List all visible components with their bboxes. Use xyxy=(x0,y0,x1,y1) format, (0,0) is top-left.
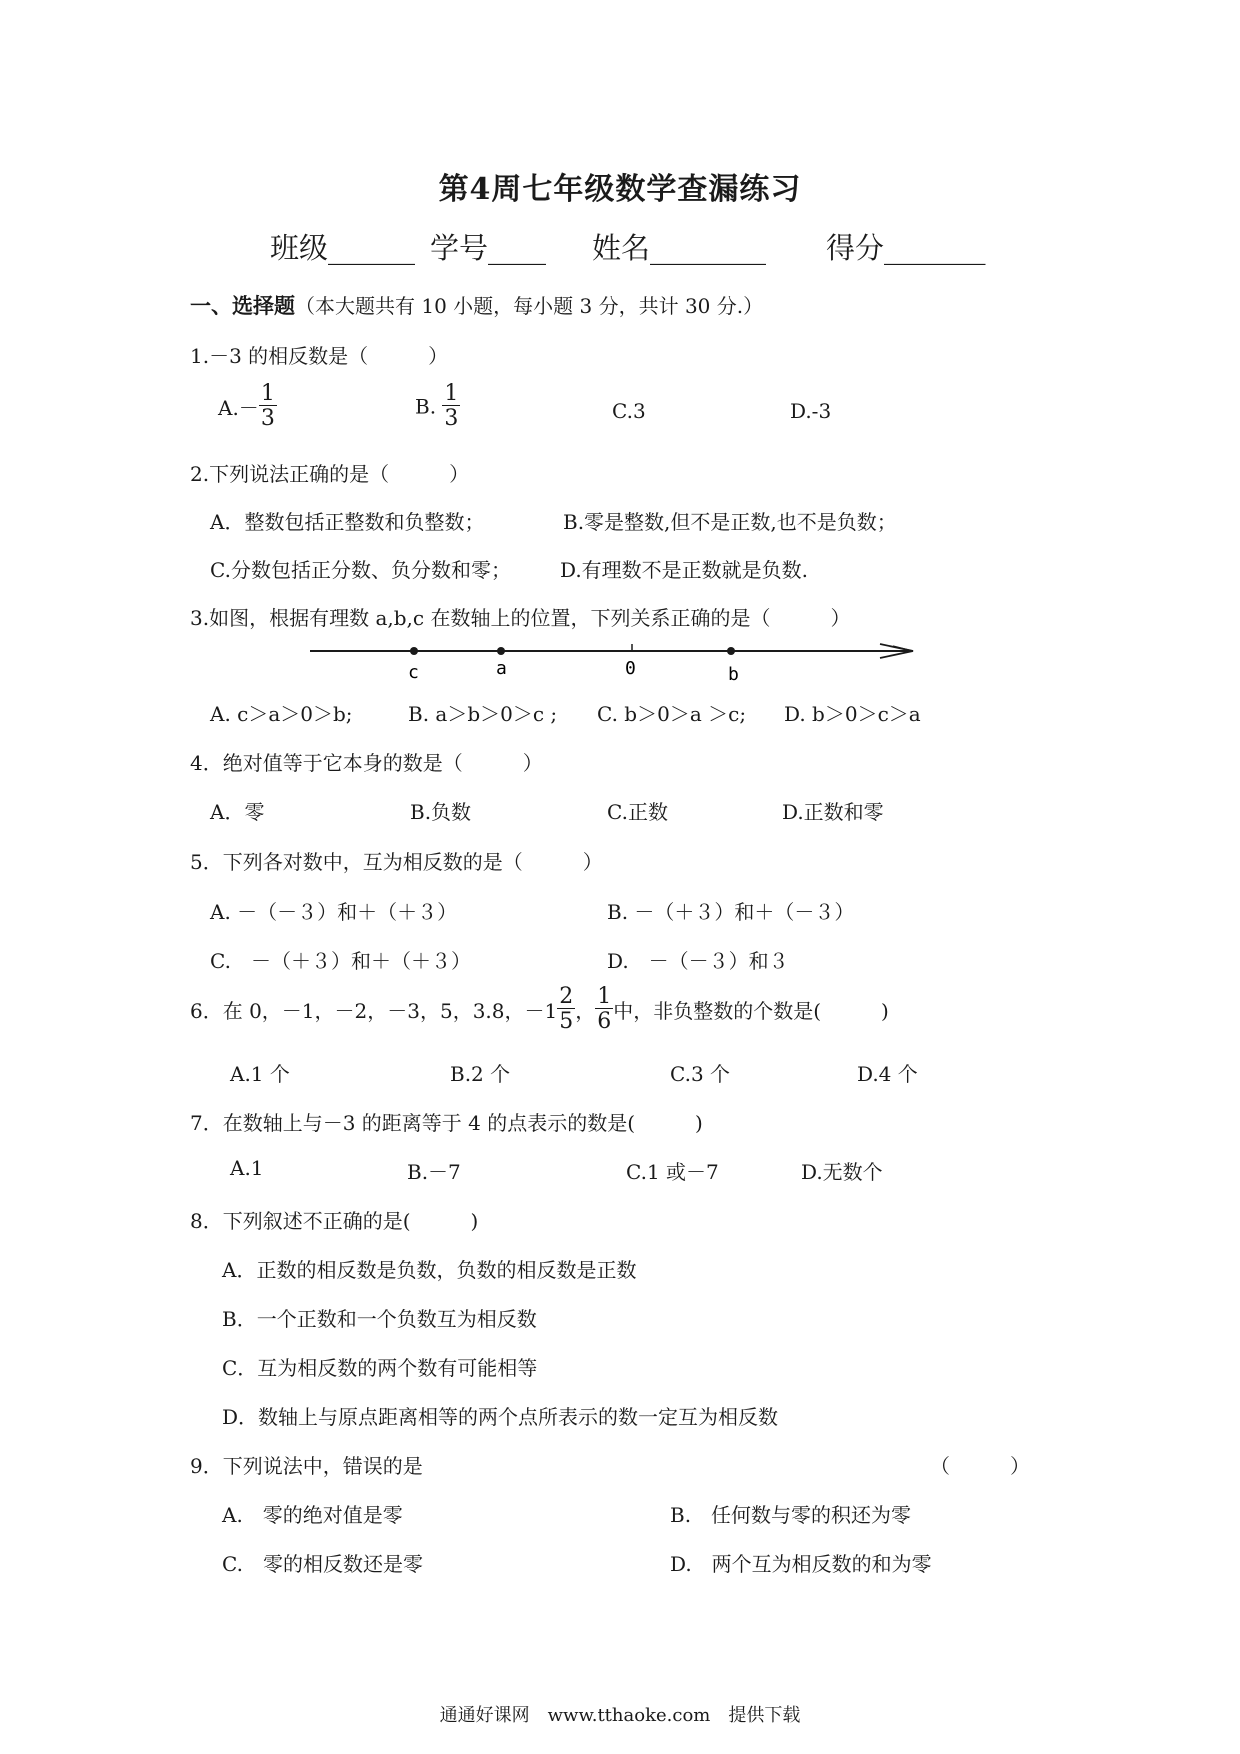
question-1-option-a xyxy=(218,383,277,430)
question-9-option-b: B. 任何数与零的积还为零 xyxy=(670,1503,912,1527)
question-5-option-c: C. －（＋３）和＋（＋３） xyxy=(210,949,471,973)
q6-f2-numerator: 1 xyxy=(597,984,612,1009)
question-4-option-d: D.正数和零 xyxy=(782,800,884,824)
question-5-option-a: A. －（－３）和＋（＋３） xyxy=(210,900,458,924)
question-2-option-c: C.分数包括正分数、负分数和零； xyxy=(210,558,511,582)
class-field: 班级______ xyxy=(270,231,416,265)
question-1-stem: 1.－3 的相反数是（ ） xyxy=(190,344,449,368)
question-9-option-a: A. 零的绝对值是零 xyxy=(222,1503,403,1527)
q6-fraction-two-fifths xyxy=(557,986,575,1033)
question-2-option-a: A．整数包括正整数和负整数； xyxy=(210,510,485,534)
q1-option-a-prefix: A.－ xyxy=(218,396,259,420)
question-7-option-d: D.无数个 xyxy=(801,1160,883,1184)
student-number-field: 学号____ xyxy=(430,231,547,265)
question-6-option-a: A.1 个 xyxy=(230,1062,290,1086)
page-footer: 通通好课网 www.tthaoke.com 提供下载 xyxy=(439,1705,801,1726)
question-1-option-c: C.3 xyxy=(612,399,646,423)
q1-a-denominator: 3 xyxy=(260,406,275,431)
question-4-stem: 4．绝对值等于它本身的数是（ ） xyxy=(190,751,543,775)
q6-separator: ， xyxy=(575,999,596,1023)
question-6-option-d: D.4 个 xyxy=(857,1062,918,1086)
question-4-option-b: B.负数 xyxy=(410,800,472,824)
question-9-option-c: C. 零的相反数还是零 xyxy=(222,1552,423,1576)
question-8-option-c: C．互为相反数的两个数有可能相等 xyxy=(222,1356,538,1380)
question-2-option-d: D.有理数不是正数就是负数. xyxy=(560,558,809,582)
question-6-stem xyxy=(190,986,889,1033)
question-9-stem: 9．下列说法中，错误的是 xyxy=(190,1454,423,1478)
question-7-option-b: B.－7 xyxy=(407,1160,461,1184)
page-title: 第4周七年级数学查漏练习 xyxy=(438,172,802,207)
question-1-option-d: D.-3 xyxy=(790,399,832,423)
question-8-option-b: B．一个正数和一个负数互为相反数 xyxy=(222,1307,537,1331)
question-2-option-b: B.零是整数,但不是正数,也不是负数； xyxy=(563,510,897,534)
question-8-option-d: D．数轴上与原点距离相等的两个点所表示的数一定互为相反数 xyxy=(222,1405,779,1429)
q1-option-b-fraction xyxy=(442,383,460,430)
question-8-option-a: A．正数的相反数是负数，负数的相反数是正数 xyxy=(222,1258,637,1282)
q6-f2-denominator: 6 xyxy=(597,1009,612,1034)
question-3-option-a: A. c＞a＞0＞b; xyxy=(210,702,353,726)
question-9-option-d: D. 两个互为相反数的和为零 xyxy=(670,1552,932,1576)
question-2-stem: 2.下列说法正确的是（ ） xyxy=(190,462,470,486)
score-field: 得分_______ xyxy=(826,231,986,265)
q6-stem-end: 中，非负整数的个数是( ) xyxy=(613,999,889,1023)
question-7-stem: 7．在数轴上与－3 的距离等于 4 的点表示的数是( ) xyxy=(190,1111,703,1135)
question-3-option-c: C. b＞0＞a ＞c; xyxy=(597,702,747,726)
q1-b-denominator: 3 xyxy=(444,406,459,431)
question-4-option-c: C.正数 xyxy=(607,800,668,824)
point-a xyxy=(497,647,505,655)
q1-a-numerator: 1 xyxy=(260,381,275,406)
question-8-stem: 8．下列叙述不正确的是( ) xyxy=(190,1209,479,1233)
question-6-option-b: B.2 个 xyxy=(450,1062,511,1086)
label-a: a xyxy=(496,658,507,679)
section-heading xyxy=(190,290,763,320)
q1-b-numerator: 1 xyxy=(444,381,459,406)
question-4-option-a: A．零 xyxy=(210,800,265,824)
question-7-option-a: A.1 xyxy=(230,1156,264,1180)
question-7-option-c: C.1 或－7 xyxy=(626,1160,719,1184)
label-b: b xyxy=(728,664,739,685)
point-b xyxy=(727,647,735,655)
question-3-option-b: B. a＞b＞0＞c ; xyxy=(408,702,558,726)
question-5-stem: 5．下列各对数中，互为相反数的是（ ） xyxy=(190,850,603,874)
question-6-option-c: C.3 个 xyxy=(670,1062,731,1086)
section-title: 一、选择题 xyxy=(190,293,295,318)
q6-fraction-one-sixth xyxy=(595,986,613,1033)
question-5-option-b: B. －（＋３）和＋（－３） xyxy=(607,900,855,924)
q1-option-a-fraction xyxy=(259,383,277,430)
q1-option-b-prefix: B. xyxy=(415,394,437,419)
label-zero: 0 xyxy=(625,658,636,679)
question-5-option-d: D. －（－３）和３ xyxy=(607,949,789,973)
q6-f1-numerator: 2 xyxy=(559,984,574,1009)
question-9-answer-bracket: （ ） xyxy=(930,1454,1030,1478)
name-field: 姓名________ xyxy=(592,231,767,265)
number-line-figure xyxy=(308,636,928,686)
question-3-option-d: D. b＞0＞c＞a xyxy=(784,702,921,726)
q6-f1-denominator: 5 xyxy=(559,1009,574,1034)
point-c xyxy=(410,647,418,655)
question-1-option-b xyxy=(415,383,460,430)
question-3-stem: 3.如图，根据有理数 a,b,c 在数轴上的位置，下列关系正确的是（ ） xyxy=(190,606,851,630)
q6-stem-start: 6．在 0，－1，－2，－3，5，3.8，－1 xyxy=(190,999,558,1023)
section-note: （本大题共有 10 小题，每小题 3 分，共计 30 分.） xyxy=(295,294,764,318)
label-c: c xyxy=(408,662,419,683)
